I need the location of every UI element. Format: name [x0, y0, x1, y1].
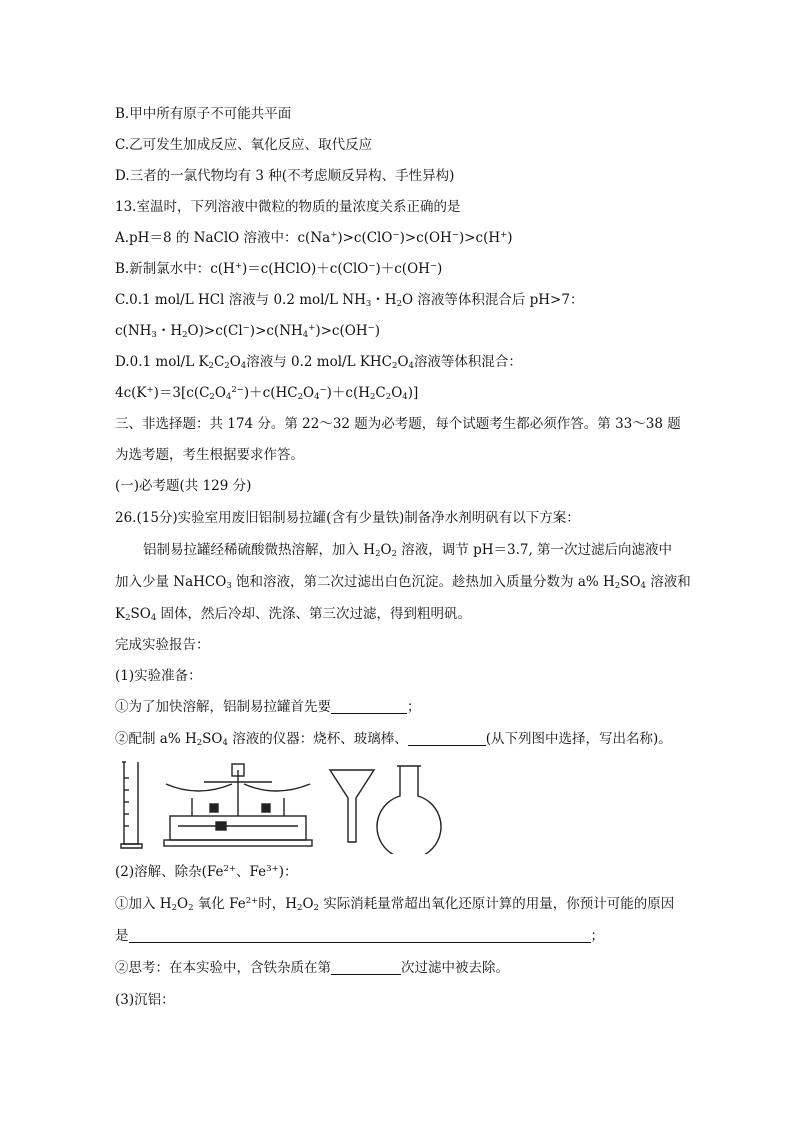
procedure-line2: 加入少量 NaHCO$_3$ 饱和溶液，第二次过滤出白色沉淀。趁热加入质量分数为 a% $H_2SO_4$ 溶液和 — [115, 574, 691, 591]
answer-blank[interactable] — [331, 961, 401, 975]
option-c: C.乙可发生加成反应、氧化反应、取代反应 — [115, 137, 373, 153]
graduated-cylinder-icon — [121, 762, 142, 848]
option-d: D.三者的一氯代物均有 3 种(不考虑顺反异构、手性异构) — [115, 168, 455, 184]
question-13-option-a: A.pH＝8 的 NaClO 溶液中：c(Na+)>c(ClO−)>c(OH−)>c(H+) — [115, 230, 513, 246]
answer-blank[interactable] — [408, 732, 486, 746]
question-13-option-b: B.新制氯水中：c(H+)＝c(HClO)＋c(ClO−)＋c(OH−) — [115, 261, 443, 277]
report-heading: 完成实验报告： — [115, 637, 210, 653]
part-2-question-1-line2: 是 ； — [115, 928, 604, 944]
question-13-stem: 13.室温时，下列溶液中微粒的物质的量浓度关系正确的是 — [115, 199, 461, 215]
lab-apparatus-figure — [112, 758, 532, 854]
procedure-line3: $K_2SO_4$ 固体，然后冷却、洗涤、第三次过滤，得到粗明矾。 — [115, 606, 472, 623]
question-13-option-c-line2: $c(NH_3$・$H_2O)>c(Cl^-)>c(NH_4^+)>c(OH^-)$ — [115, 323, 380, 340]
procedure-line1: 铝制易拉罐经稀硫酸微热溶解，加入 $H_2O_2$ 溶液，调节 pH＝3.7, 第一次过滤后向滤液中 — [143, 542, 673, 559]
question-13-option-d-line2: $4c(K^+)=3[c(C_2O_4^{2-})+c(HC_2O_4^-)+c(H_2C_2O_4)]$ — [115, 385, 419, 402]
part-2-question-1-line1: ①加入 $H_2O_2$ 氧化 $Fe^{2+}$时，$H_2O_2$ 实际消耗量常超出氧化还原计算的用量，你预计可能的原因 — [115, 896, 675, 913]
required-section-heading: (一)必考题(共 129 分) — [115, 478, 252, 494]
answer-blank[interactable] — [129, 929, 591, 943]
round-bottom-flask-icon — [377, 766, 441, 854]
part-1-question-2: ②配制 a% $H_2SO_4$ 溶液的仪器：烧杯、玻璃棒、 (从下列图中选择，写出名称)。 — [115, 731, 672, 748]
section-3-heading-line2: 为选考题，考生根据要求作答。 — [115, 447, 304, 463]
part-1-heading: (1)实验准备： — [115, 668, 202, 684]
option-b: B.甲中所有原子不可能共平面 — [115, 106, 292, 122]
part-3-heading: (3)沉铝： — [115, 992, 175, 1008]
part-2-question-2: ②思考：在本实验中，含铁杂质在第 次过滤中被去除。 — [115, 960, 509, 976]
question-13-option-c-line1: C.0.1 mol/L HCl 溶液与 0.2 mol/L $NH_3$・$H_2O$ 溶液等体积混合后 pH>7： — [115, 292, 584, 309]
part-1-question-1: ①为了加快溶解，铝制易拉罐首先要 ； — [115, 699, 421, 715]
answer-blank[interactable] — [331, 700, 407, 714]
part-2-heading: (2)溶解、除杂($Fe^{2+}$、$Fe^{3+}$)： — [115, 864, 298, 880]
section-3-heading-line1: 三、非选择题：共 174 分。第 22～32 题为必考题，每个试题考生都必须作答。第 33～38 题 — [115, 416, 681, 432]
balance-scale-icon — [164, 764, 312, 846]
question-26-stem: 26.(15分)实验室用废旧铝制易拉罐(含有少量铁)制备净水剂明矾有以下方案： — [115, 510, 580, 526]
funnel-icon — [330, 770, 374, 842]
question-13-option-d-line1: D.0.1 mol/L $K_2C_2O_4$溶液与 0.2 mol/L $KHC_2O_4$溶液等体积混合： — [115, 354, 522, 371]
